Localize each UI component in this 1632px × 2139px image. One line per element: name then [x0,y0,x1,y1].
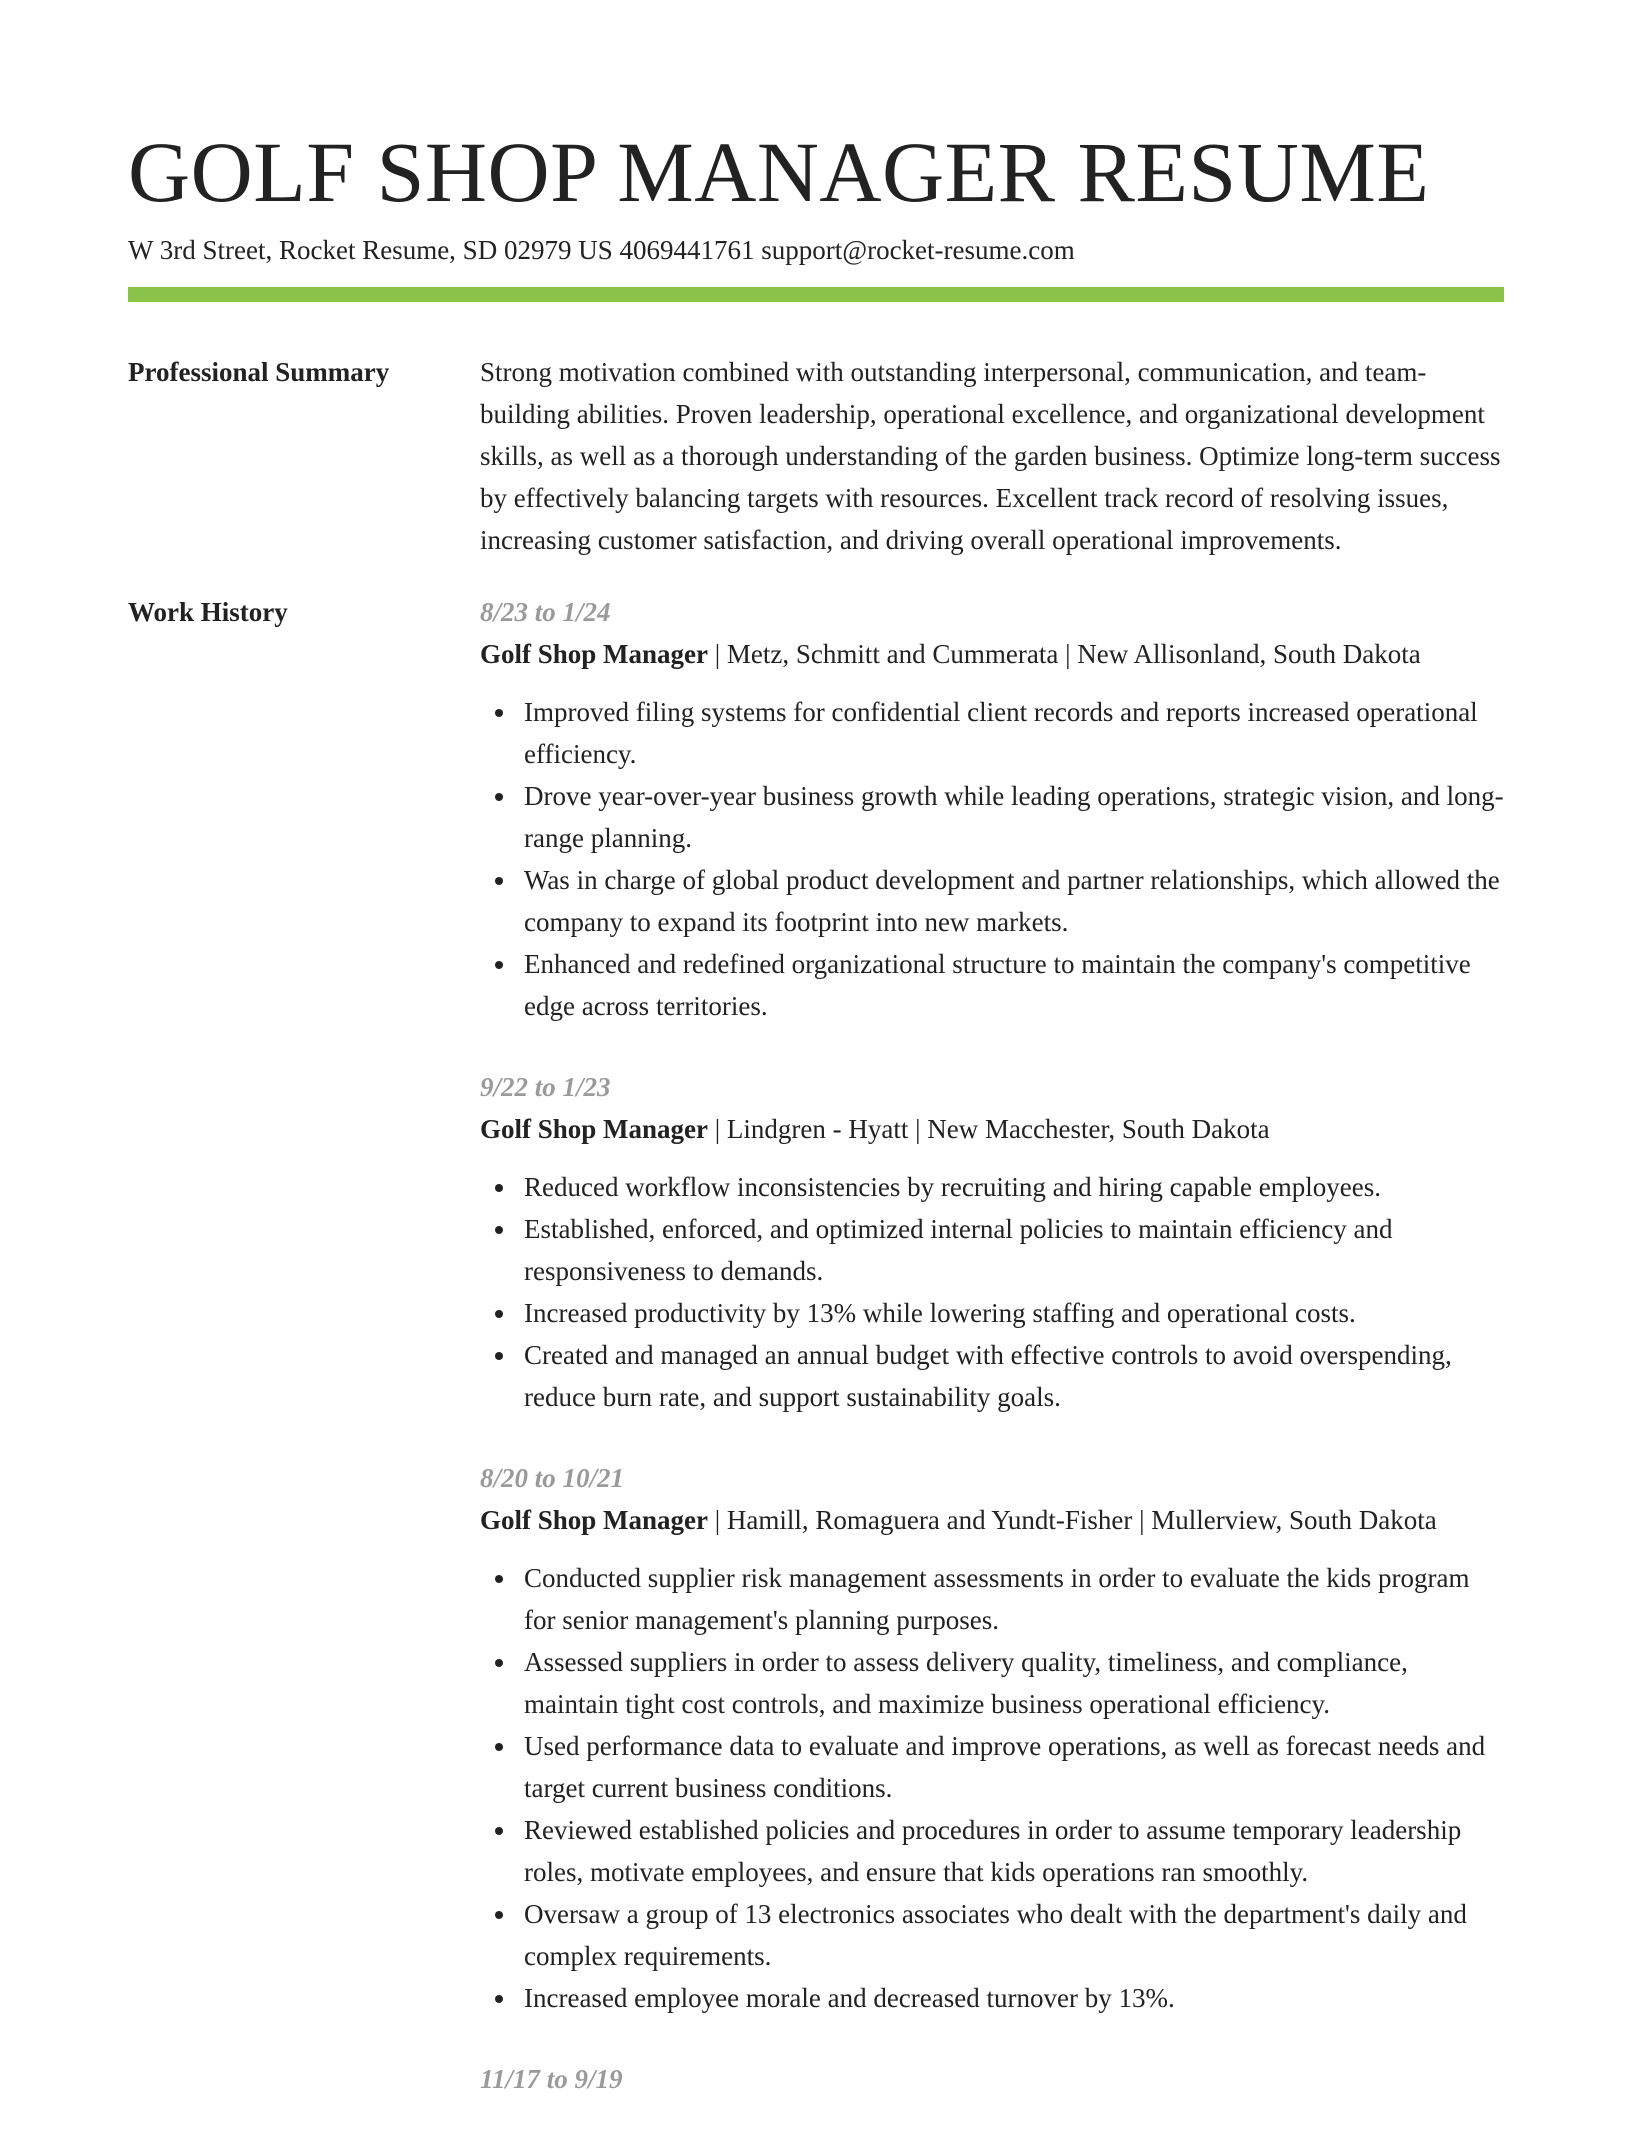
bullet-dot-icon [495,1352,503,1360]
job-bullet-text: Used performance data to evaluate and improve operations, as well as forecast needs and target current business conditions. [524,1731,1486,1803]
job-heading [480,633,1504,675]
job-bullet-list [480,1166,1504,1418]
job-bullet [524,1809,1504,1893]
job-title: Golf Shop Manager [480,639,709,669]
job-bullet [524,1893,1504,1977]
job-bullet-text: Oversaw a group of 13 electronics associates who dealt with the department's daily and complex requirements. [524,1899,1467,1971]
job-bullet [524,691,1504,775]
job-bullet-text: Created and managed an annual budget with effective controls to avoid overspending, reduce burn rate, and support sustainability goals. [524,1340,1452,1412]
job-bullet-text: Conducted supplier risk management assessments in order to evaluate the kids program for senior management's planning purposes. [524,1563,1470,1635]
job-bullet [524,1208,1504,1292]
job-bullet [524,859,1504,943]
job-bullet [524,1292,1504,1334]
bullet-dot-icon [495,1310,503,1318]
job-heading [480,1499,1504,1541]
job-bullet-text: Was in charge of global product development and partner relationships, which allowed the company to expand its footprint into new markets. [524,865,1500,937]
resume-page [128,118,1504,2139]
job-bullet-text: Drove year-over-year business growth while leading operations, strategic vision, and long-range planning. [524,781,1504,853]
job-bullet-text: Increased productivity by 13% while lowering staffing and operational costs. [524,1298,1356,1328]
job-bullet [524,1557,1504,1641]
job-entry [480,2058,1504,2100]
bullet-dot-icon [495,1995,503,2003]
job-bullet-text: Assessed suppliers in order to assess delivery quality, timeliness, and compliance, maintain tight cost controls, and maximize business operational efficiency. [524,1647,1408,1719]
bullet-dot-icon [495,1911,503,1919]
job-bullet-text: Enhanced and redefined organizational structure to maintain the company's competitive edge across territories. [524,949,1471,1021]
job-bullet [524,1334,1504,1418]
job-bullet [524,1166,1504,1208]
job-employer-location: | Hamill, Romaguera and Yundt-Fisher | Mullerview, South Dakota [708,1505,1437,1535]
job-bullet-text: Reviewed established policies and procedures in order to assume temporary leadership roles, motivate employees, and ensure that kids operations ran smoothly. [524,1815,1462,1887]
bullet-dot-icon [495,1226,503,1234]
job-bullet [524,943,1504,1027]
job-entry [480,591,1504,1027]
job-bullet-list [480,691,1504,1027]
job-bullet [524,775,1504,859]
job-heading [480,1108,1504,1150]
job-entry [480,1066,1504,1418]
bullet-dot-icon [495,1743,503,1751]
summary-text: Strong motivation combined with outstanding interpersonal, communication, and team-building abilities. Proven leadership, operational excellence, and organizational development skills, as well as a thorough understanding of the garden business. Optimize long-term success by effectively balancing targets with resources. Excellent track record of resolving issues, increasing customer satisfaction, and driving overall operational improvements. [480,357,1501,555]
job-employer-location: | Lindgren - Hyatt | New Macchester, South Dakota [708,1114,1270,1144]
bullet-dot-icon [495,1184,503,1192]
work-history-list [480,591,1504,2139]
job-employer-location: | Metz, Schmitt and Cummerata | New Allisonland, South Dakota [708,639,1421,669]
job-title: Golf Shop Manager [480,1505,709,1535]
work-history-section [128,591,1504,2139]
job-bullet-text: Improved filing systems for confidential client records and reports increased operational efficiency. [524,697,1478,769]
bullet-dot-icon [495,961,503,969]
accent-divider [128,287,1504,302]
job-dates: 8/23 to 1/24 [480,597,611,627]
bullet-dot-icon [495,1575,503,1583]
job-title: Golf Shop Manager [480,1114,709,1144]
job-bullet-list [480,1557,1504,2019]
job-bullet-text: Reduced workflow inconsistencies by recruiting and hiring capable employees. [524,1172,1381,1202]
job-bullet [524,1725,1504,1809]
job-bullet [524,1977,1504,2019]
bullet-dot-icon [495,1827,503,1835]
resume-title: GOLF SHOP MANAGER RESUME [128,124,1430,220]
contact-line: W 3rd Street, Rocket Resume, SD 02979 US 4069441761 support@rocket-resume.com [128,235,1075,265]
job-bullet [524,1641,1504,1725]
job-bullet-text: Established, enforced, and optimized internal policies to maintain efficiency and responsiveness to demands. [524,1214,1393,1286]
job-bullet-text: Increased employee morale and decreased turnover by 13%. [524,1983,1175,2013]
section-heading-summary: Professional Summary [128,357,390,387]
bullet-dot-icon [495,877,503,885]
job-entry [480,1457,1504,2019]
professional-summary-section [128,351,1504,561]
section-heading-work-history: Work History [128,597,288,627]
bullet-dot-icon [495,709,503,717]
job-dates: 11/17 to 9/19 [480,2064,623,2094]
bullet-dot-icon [495,793,503,801]
job-dates: 8/20 to 10/21 [480,1463,625,1493]
job-dates: 9/22 to 1/23 [480,1072,611,1102]
bullet-dot-icon [495,1659,503,1667]
